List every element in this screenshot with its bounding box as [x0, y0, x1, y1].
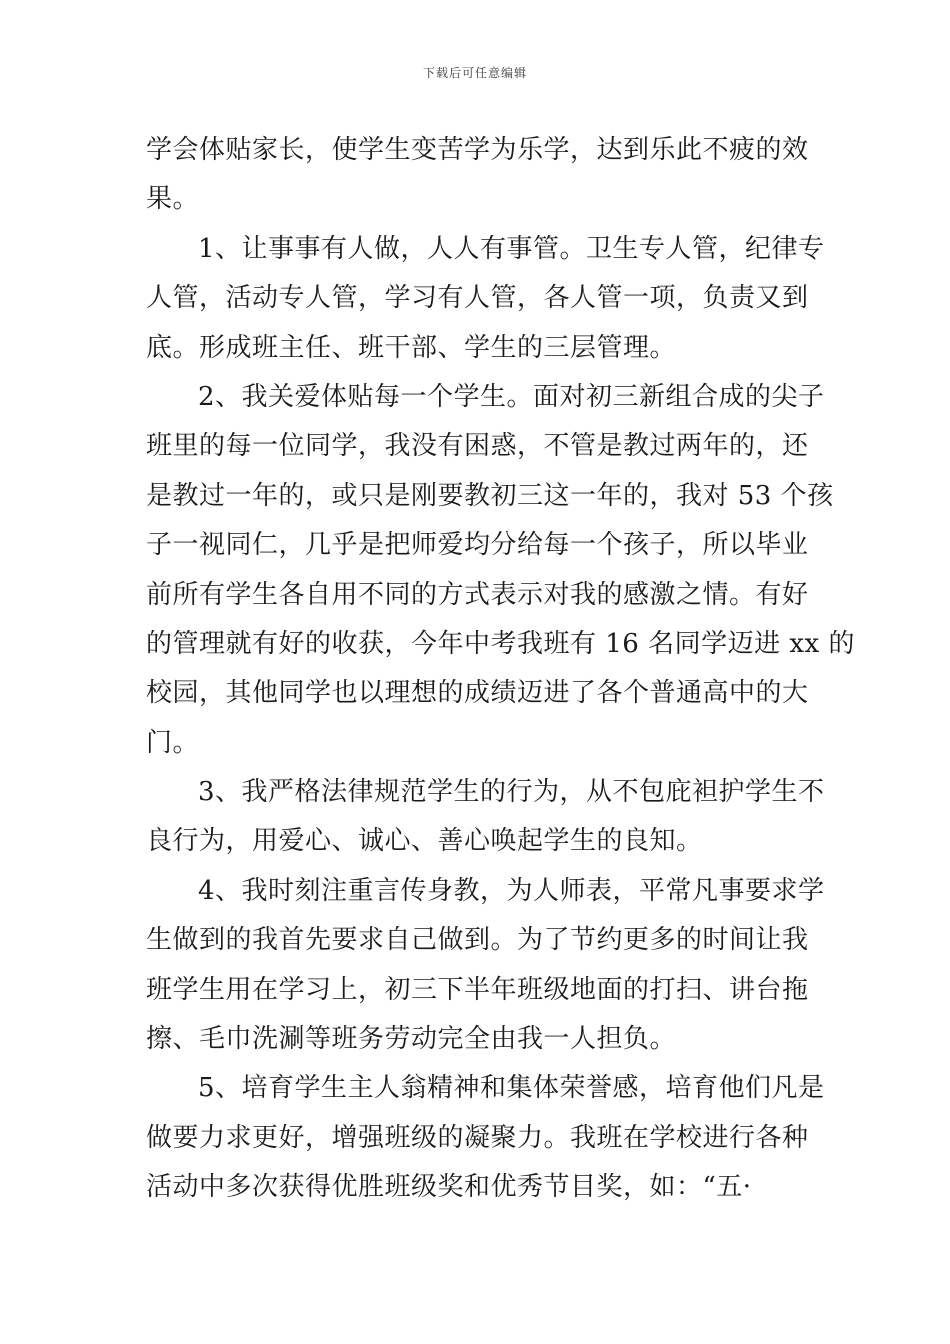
- text-line-14: 3、我严格法律规范学生的行为，从不包庇袒护学生不: [198, 777, 825, 808]
- text-line-13: 门。: [146, 727, 200, 758]
- text-line-22: 活动中多次获得优胜班级奖和优秀节目奖，如：“五·: [146, 1172, 752, 1203]
- text-line-20: 5、培育学生主人翁精神和集体荣誉感，培育他们凡是: [198, 1073, 825, 1104]
- text-line-19: 擦、毛巾洗涮等班务劳动完全由我一人担负。: [146, 1024, 677, 1055]
- text-line-15: 良行为，用爱心、诚心、善心唤起学生的良知。: [146, 826, 703, 857]
- text-line-7: 班里的每一位同学，我没有困惑，不管是教过两年的，还: [146, 431, 809, 462]
- text-line-8: 是教过一年的，或只是刚要教初三这一年的，我对 53 个孩: [146, 480, 834, 511]
- text-line-6: 2、我关爱体贴每一个学生。面对初三新组合成的尖子: [198, 381, 825, 412]
- text-line-3: 1、让事事有人做，人人有事管。卫生专人管，纪律专: [198, 233, 825, 264]
- text-line-11: 的管理就有好的收获，今年中考我班有 16 名同学迈进 xx 的: [146, 628, 855, 659]
- text-line-5: 底。形成班主任、班干部、学生的三层管理。: [146, 332, 677, 363]
- text-line-10: 前所有学生各自用不同的方式表示对我的感激之情。有好: [146, 579, 809, 610]
- page-header: 下载后可任意编辑: [422, 66, 527, 80]
- text-line-18: 班学生用在学习上，初三下半年班级地面的打扫、讲台拖: [146, 974, 809, 1005]
- body-text: [146, 126, 855, 1213]
- text-line-4: 人管，活动专人管，学习有人管，各人管一项，负责又到: [146, 283, 809, 314]
- text-line-2: 果。: [146, 184, 200, 215]
- text-line-12: 校园，其他同学也以理想的成绩迈进了各个普通高中的大: [146, 678, 809, 709]
- text-line-16: 4、我时刻注重言传身教，为人师表，平常凡事要求学: [198, 875, 825, 906]
- text-line-21: 做要力求更好，增强班级的凝聚力。我班在学校进行各种: [146, 1122, 809, 1153]
- text-line-17: 生做到的我首先要求自己做到。为了节约更多的时间让我: [146, 925, 809, 956]
- text-line-9: 子一视同仁，几乎是把师爱均分给每一个孩子，所以毕业: [146, 530, 809, 561]
- text-line-1: 学会体贴家长，使学生变苦学为乐学，达到乐此不疲的效: [146, 135, 809, 165]
